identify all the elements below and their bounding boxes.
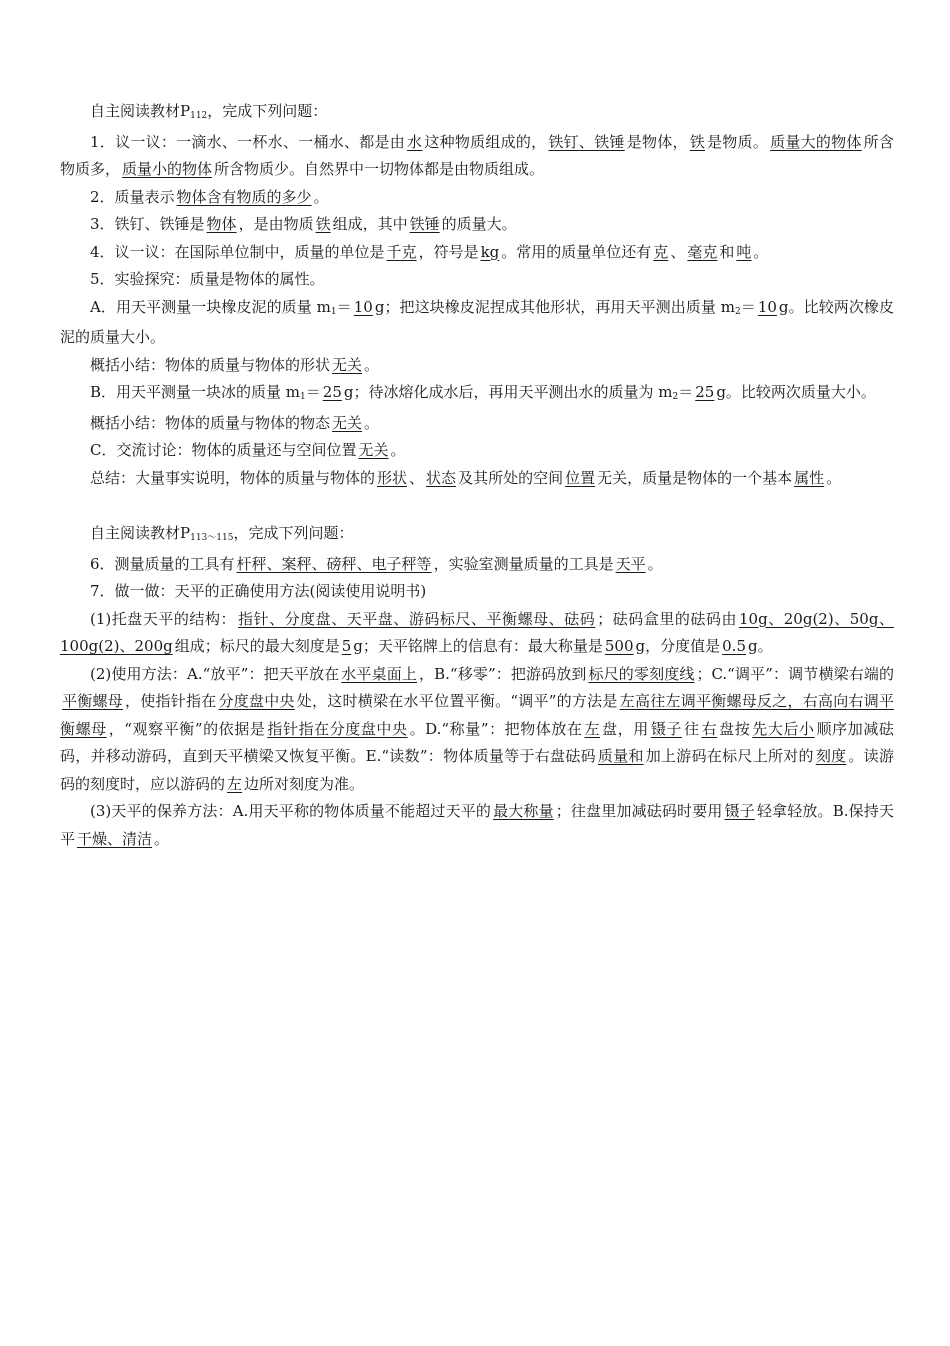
- question-5a-summary: 概括小结：物体的质量与物体的形状 无关 。: [90, 355, 380, 374]
- answer-blank: 指针指在分度盘中央: [267, 719, 408, 738]
- answer-blank: 10: [757, 297, 777, 316]
- answer-blank: 属性: [794, 468, 825, 487]
- answer-blank: 干燥、清洁: [77, 829, 153, 848]
- answer-blank: 平衡螺母: [62, 692, 124, 710]
- answer-blank: 千克: [386, 242, 417, 261]
- answer-blank: 标尺的零刻度线: [588, 664, 695, 683]
- question-4: 4．议一议：在国际单位制中，质量的单位是 千克 ，符号是 kg 。常用的质量单位还有 克 、 毫克 和 吨 。: [90, 242, 769, 261]
- answer-blank: kg: [480, 242, 500, 261]
- question-3: 3．铁钉、铁锤是 物体 ，是由物质 铁 组成，其中 铁锤 的质量大。: [90, 215, 517, 233]
- worksheet: [60, 98, 894, 853]
- question-7-title: 7．做一做：天平的正确使用方法(阅读使用说明书): [90, 582, 427, 600]
- question-5-title: 5．实验探究：质量是物体的属性。: [90, 270, 325, 288]
- answer-blank: 10g、20g(2)、50g、100g(2)、200g: [60, 609, 894, 655]
- answer-blank: 物体: [206, 215, 237, 233]
- question-7-part3: (3)天平的保养方法：A.用天平称的物体质量不能超过天平的 最大称量 ；往盘里加减砝码时要用 镊子 轻拿轻放。B.保持天平 干燥、清洁 。: [60, 802, 894, 848]
- answer-blank: 无关: [332, 413, 363, 432]
- answer-blank: 25: [322, 383, 342, 401]
- answer-blank: 右: [701, 719, 718, 738]
- answer-blank: 状态: [426, 468, 457, 487]
- answer-blank: 铁锤: [409, 215, 440, 233]
- answer-blank: 无关: [332, 355, 363, 374]
- question-5c: C．交流讨论：物体的质量还与空间位置 无关 。: [90, 441, 406, 459]
- answer-blank: 天平: [615, 554, 646, 573]
- answer-blank: 形状: [377, 468, 408, 487]
- answer-blank: 最大称量: [493, 802, 554, 820]
- answer-blank: 杆秤、案秤、磅秤、电子秤等: [236, 554, 432, 573]
- answer-blank: 左: [227, 774, 243, 793]
- answer-blank: 水平桌面上: [341, 664, 417, 683]
- answer-blank: 镊子: [650, 719, 682, 738]
- question-2: 2．质量表示 物体含有物质的多少 。: [90, 187, 329, 206]
- answer-blank: 刻度: [815, 747, 847, 765]
- question-5b: B．用天平测量一块冰的质量 $m_1= 25$ g；待冰熔化成水后，再用天平测出水的质量为 $m_2= 25$ g。比较两次质量大小。: [90, 383, 876, 402]
- answer-blank: 质量小的物体: [122, 160, 213, 178]
- answer-blank: 铁: [315, 215, 331, 233]
- question-7-part1: (1)托盘天平的结构： 指针、分度盘、天平盘、游码标尺、平衡螺母、砝码 ；砝码盒里的砝码由 10g、20g(2)、50g、100g(2)、200g 组成；标尺的最大刻度是 5 g；天平铭牌上的信息有：最大称量是 500 g，分度值是 0.5 g。: [60, 609, 894, 655]
- answer-blank: 水: [407, 132, 423, 151]
- answer-blank: 位置: [565, 468, 596, 487]
- answer-blank: 分度盘中央: [218, 692, 295, 710]
- answer-blank: 先大后小: [752, 719, 815, 738]
- answer-blank: 物体含有物质的多少: [176, 187, 312, 206]
- answer-blank: 5: [341, 637, 352, 655]
- answer-blank: 质量大的物体: [770, 132, 862, 151]
- question-1: 1．议一议：一滴水、一杯水、一桶水、都是由 水 这种物质组成的， 铁钉、铁锤 是物体， 铁 是物质。 质量大的物体 所含物质多， 质量小的物体 所含物质少。自然界中一切物体都是由物质组成。: [60, 132, 894, 178]
- answer-blank: 铁: [689, 132, 706, 151]
- answer-blank: 毫克: [687, 242, 718, 261]
- answer-blank: 左高往左调平衡螺母反之，右高向右调平衡螺母: [60, 692, 894, 738]
- section1-intro: 自主阅读教材$P_{112}$，完成下列问题：: [90, 102, 328, 121]
- question-5a: A．用天平测量一块橡皮泥的质量 $m_1= 10$ g；把这块橡皮泥捏成其他形状，再用天平测出质量 $m_2= 10$ g。比较两次橡皮泥的质量大小。: [60, 297, 894, 346]
- answer-blank: 克: [653, 242, 669, 261]
- answer-blank: 吨: [736, 242, 752, 261]
- question-5b-summary: 概括小结：物体的质量与物体的物态 无关 。: [90, 413, 380, 432]
- answer-blank: 0.5: [722, 637, 746, 655]
- section1-summary: 总结：大量事实说明，物体的质量与物体的 形状 、 状态 及其所处的空间 位置 无关，质量是物体的一个基本 属性 。: [90, 468, 842, 487]
- answer-blank: 无关: [358, 441, 389, 459]
- answer-blank: 质量和: [597, 747, 644, 765]
- answer-blank: 指针、分度盘、天平盘、游码标尺、平衡螺母、砝码: [238, 609, 596, 628]
- answer-blank: 500: [604, 637, 634, 655]
- question-7-part2: (2)使用方法：A.“放平”：把天平放在 水平桌面上 ，B.“移零”：把游码放到 标尺的零刻度线 ；C.“调平”：调节横梁右端的平衡螺母 ，使指针指在 分度盘中央 处，这时横梁在水平位置平衡。“调平”的方法是 左高往左调平衡螺母反之，右高向右调平衡螺母 ，“观察平衡”的依据是 指针指在分度盘中央 。D.“称量”：把物体放在 左 盘，用 镊子 往 右 盘按 先大后小 顺序加减砝码，并移动游码，直到天平横梁又恢复平衡。E.“读数”：物体质量等于右盘砝码 质量和 加上游码在标尺上所对的 刻度 。读游码的刻度时，应以游码的 左 边所对刻度为准。: [60, 664, 894, 793]
- section-gap: [60, 492, 894, 520]
- answer-blank: 10: [353, 297, 373, 316]
- answer-blank: 铁钉、铁锤: [548, 132, 625, 151]
- answer-blank: 25: [695, 383, 715, 401]
- answer-blank: 左: [584, 719, 601, 738]
- question-6: 6．测量质量的工具有 杆秤、案秤、磅秤、电子秤等 ，实验室测量质量的工具是 天平 。: [90, 554, 663, 573]
- answer-blank: 镊子: [724, 802, 755, 820]
- section2-intro: 自主阅读教材$P_{113\sim 115}$，完成下列问题：: [90, 524, 354, 543]
